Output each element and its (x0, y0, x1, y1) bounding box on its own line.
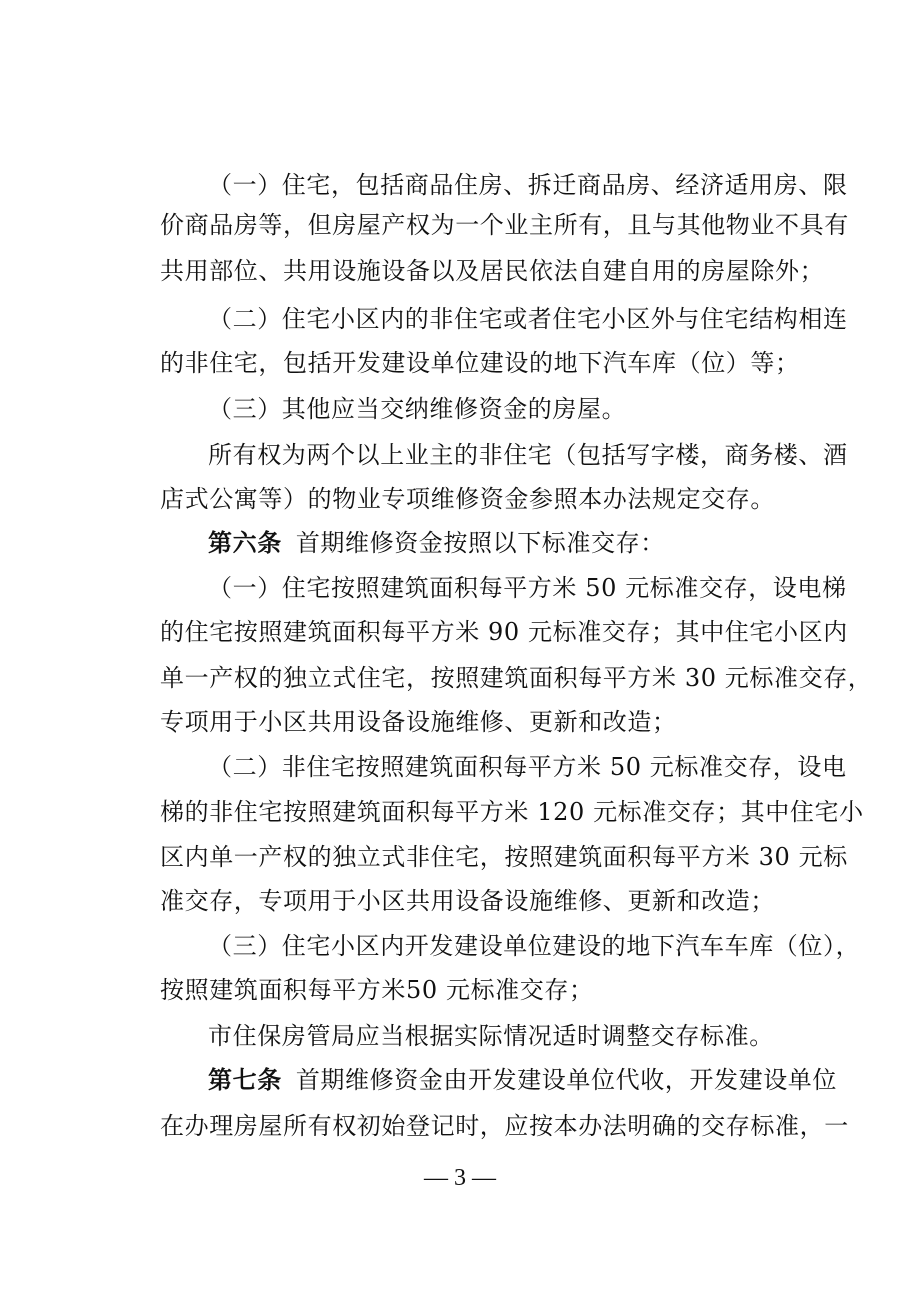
paragraph-line: 共用部位、共用设施设备以及居民依法自建自用的房屋除外； (160, 257, 825, 285)
paragraph-line: 价商品房等，但房屋产权为一个业主所有，且与其他物业不具有 (160, 211, 849, 239)
paragraph-line: （三）其他应当交纳维修资金的房屋。 (208, 395, 627, 423)
page-number: — 3 — (424, 1165, 496, 1191)
paragraph-line: （三）住宅小区内开发建设单位建设的地下汽车车库（位）， (208, 932, 861, 960)
paragraph-line: 市住保房管局应当根据实际情况适时调整交存标准。 (208, 1022, 774, 1050)
paragraph-line: （一）住宅，包括商品住房、拆迁商品房、经济适用房、限 (208, 171, 848, 199)
article-line (208, 521, 820, 565)
paragraph-line: 的非住宅，包括开发建设单位建设的地下汽车库（位）等； (160, 349, 800, 377)
paragraph-line: 在办理房屋所有权初始登记时，应按本办法明确的交存标准，一 (160, 1112, 849, 1140)
paragraph-line: 专项用于小区共用设备设施维修、更新和改造； (160, 708, 677, 736)
paragraph-line: 所有权为两个以上业主的非住宅（包括写字楼，商务楼、酒 (208, 441, 848, 469)
paragraph-line: 按照建筑面积每平方米50 元标准交存； (160, 976, 594, 1004)
paragraph-line: 的住宅按照建筑面积每平方米 90 元标准交存；其中住宅小区内 (160, 618, 848, 646)
paragraph-line: （二）非住宅按照建筑面积每平方米 50 元标准交存，设电 (208, 753, 847, 781)
article-line (208, 1058, 838, 1102)
paragraph-line: 梯的非住宅按照建筑面积每平方米 120 元标准交存；其中住宅小 (160, 798, 864, 826)
paragraph-line: （二）住宅小区内的非住宅或者住宅小区外与住宅结构相连 (208, 305, 848, 333)
paragraph-line: 区内单一产权的独立式非住宅，按照建筑面积每平方米 30 元标 (160, 843, 848, 871)
article-heading: 第六条 (208, 529, 282, 557)
article-text: 首期维修资金由开发建设单位代收，开发建设单位 (295, 1066, 838, 1094)
article-text: 首期维修资金按照以下标准交存： (295, 529, 665, 557)
paragraph-line: （一）住宅按照建筑面积每平方米 50 元标准交存，设电梯 (208, 574, 847, 602)
paragraph-line: 店式公寓等）的物业专项维修资金参照本办法规定交存。 (160, 485, 775, 513)
article-heading: 第七条 (208, 1066, 282, 1094)
paragraph-line: 单一产权的独立式住宅，按照建筑面积每平方米 30 元标准交存， (160, 664, 873, 692)
paragraph-line: 准交存，专项用于小区共用设备设施维修、更新和改造； (160, 887, 775, 915)
